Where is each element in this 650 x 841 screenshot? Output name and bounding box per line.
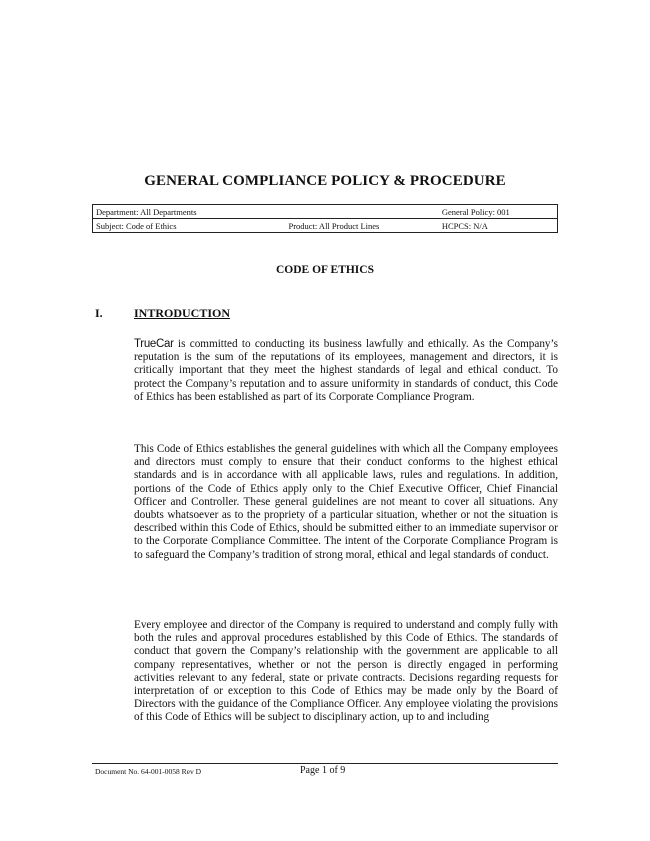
paragraph-1	[134, 338, 558, 404]
policy-info-table	[92, 204, 558, 233]
info-row-subject	[93, 219, 558, 233]
section-heading: CODE OF ETHICS	[276, 264, 374, 276]
paragraph-2	[134, 443, 558, 562]
info-row-department	[93, 205, 558, 219]
product-cell: Product: All Product Lines	[285, 219, 438, 233]
hcpcs-cell: HCPCS: N/A	[439, 219, 558, 233]
document-number: Document No. 64-001-0058 Rev D	[95, 767, 202, 776]
section-number: I.	[95, 306, 103, 320]
department-cell: Department: All Departments	[93, 205, 439, 219]
footer-divider	[92, 763, 558, 764]
document-title: GENERAL COMPLIANCE POLICY & PROCEDURE	[144, 173, 506, 189]
section-title: INTRODUCTION	[134, 306, 231, 320]
paragraph-3-text: Every employee and director of the Company is required to understand and comply fully with both the rules and approval procedures established by this Code of Ethics. The standards of conduct that govern the Company’s relationship with the government are applicable to all company representatives, whether or not the person is directly engaged in performing activities relevant to any federal, state or private contracts. Decisions regarding requests for interpretation of or exception to this Code of Ethics may be made only by the Board of Directors with the guidance of the Compliance Officer. Any employee violating the provisions of this Code of Ethics will be subject to disciplinary action, up to and including	[134, 619, 558, 724]
page-number: Page 1 of 9	[300, 765, 346, 776]
paragraph-2-text: This Code of Ethics establishes the general guidelines with which all the Company employees and directors must comply to ensure that their conduct conforms to the highest ethical standards and is in accordance with all applicable laws, rules and regulations. In addition, portions of the Code of Ethics apply only to the Chief Executive Officer, Chief Financial Officer and Controller. These general guidelines are not meant to cover all situations. Any doubts whatsoever as to the propriety of a particular situation, whether or not the situation is described within this Code of Ethics, should be submitted either to an immediate supervisor or to the Corporate Compliance Committee. The intent of the Corporate Compliance Program is to safeguard the Company’s tradition of strong moral, ethical and legal standards of conduct.	[134, 443, 558, 561]
paragraph-3	[134, 619, 558, 725]
paragraph-1-text: is committed to conducting its business lawfully and ethically. As the Company’s reputation is the sum of the reputations of its employees, management and directors, it is critically important that they meet the highest standards of legal and ethical conduct. To protect the Company’s reputation and to assure uniformity in standards of conduct, this Code of Ethics has been established as part of its Corporate Compliance Program.	[134, 338, 558, 403]
policy-cell: General Policy: 001	[439, 205, 558, 219]
company-name: TrueCar	[134, 338, 174, 350]
subject-cell: Subject: Code of Ethics	[93, 219, 286, 233]
